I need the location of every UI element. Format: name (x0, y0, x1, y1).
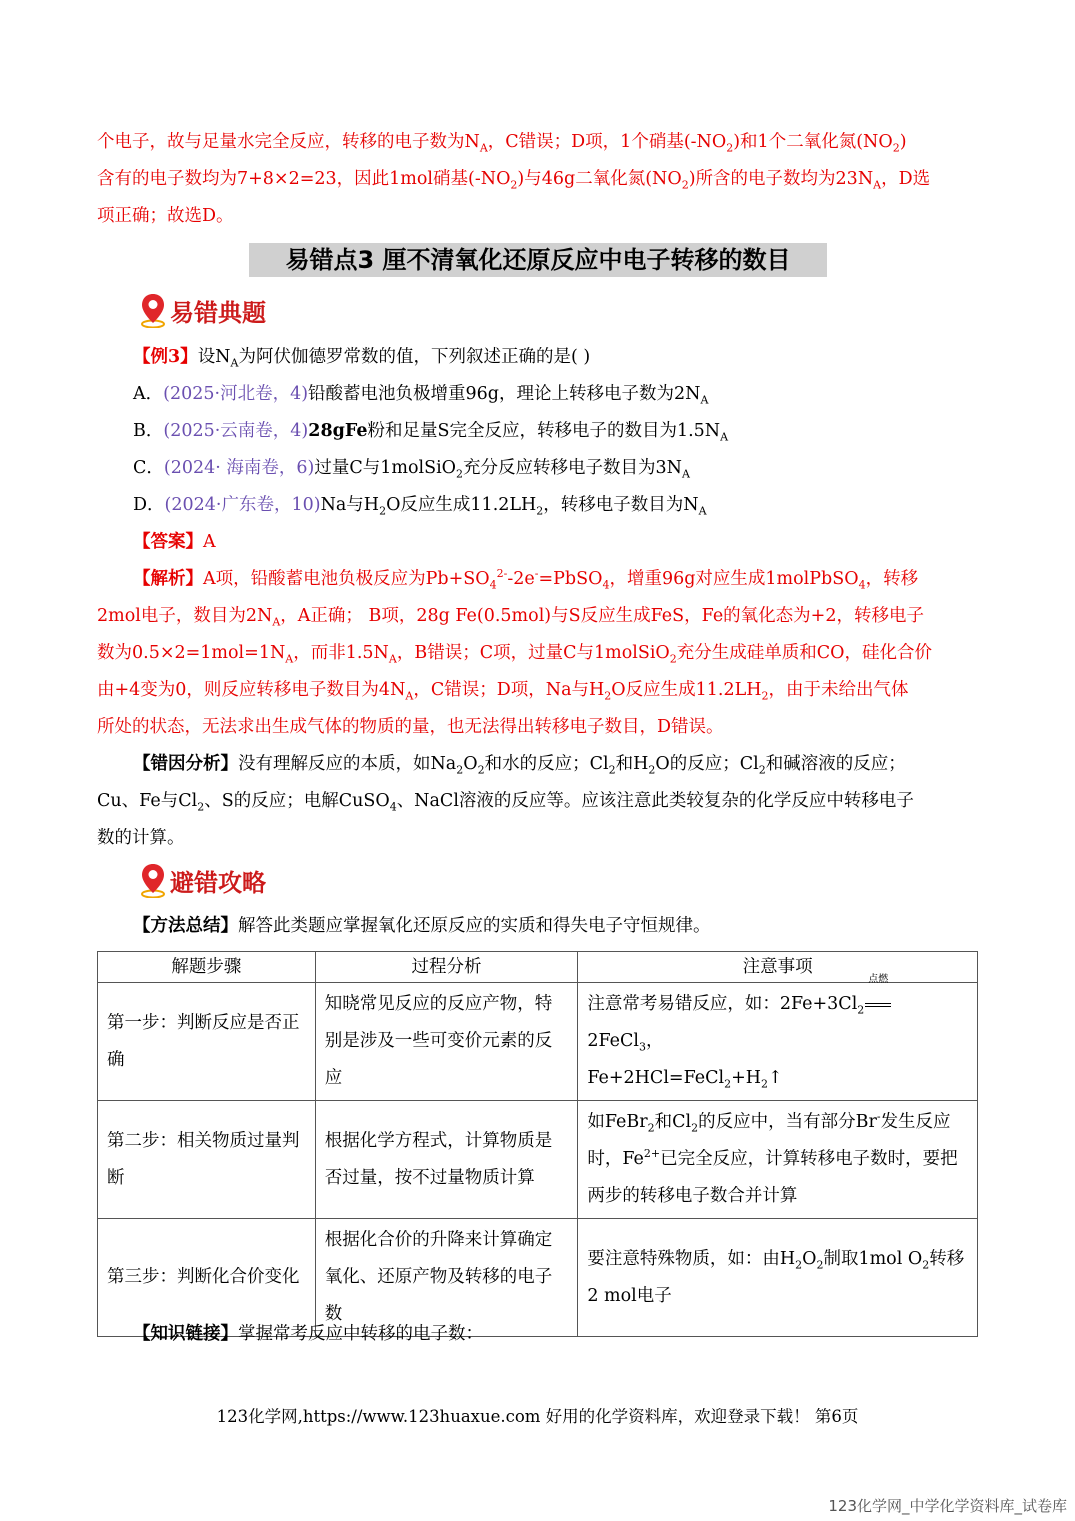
table-cell-process: 根据化合价的升降来计算确定氧化、还原产物及转移的电子数 (315, 1219, 578, 1337)
section-title-typical (140, 290, 266, 330)
table-header-row (98, 952, 978, 983)
option-a: A．(2025·河北卷，4)铅酸蓄电池负极增重96g，理论上转移电子数为$2N_A$ (133, 384, 709, 407)
option-c: C．(2024· 海南卷，6)过量C与1molSiO$_2$充分反应转移电子数目为$3N_A$ (133, 458, 690, 481)
table-header: 过程分析 (315, 952, 578, 983)
watermark: 123化学网_中学化学资料库_试卷库 (828, 1497, 1067, 1515)
table-header: 解题步骤 (98, 952, 316, 983)
option-d: D．(2024·广东卷，10)Na与$H_2O$反应生成$11.2LH_2$，转移电子数目为$N_A$ (133, 495, 707, 518)
analysis-line-2: 2mol电子，数目为$2N_A$，A正确； B项，28g Fe(0.5mol)与S反应生成FeS，Fe的氧化态为+2，转移电子 (97, 606, 924, 629)
analysis-line-3: 数为$0.5\times 2=1mol=1N_A$，而非$1.5N_A$，B错误；C项，过量C与1molSiO$_2$充分生成硅单质和CO，硅化合价 (97, 643, 933, 666)
section-heading: 易错点3 厘不清氧化还原反应中电子转移的数目 (249, 243, 827, 277)
table-cell-process: 根据化学方程式，计算物质是否过量，按不过量物质计算 (315, 1101, 578, 1219)
table-cell-note: 要注意特殊物质，如：由$H_2O_2$制取1mol $O_2$转移2 mol电子 (578, 1219, 978, 1337)
table-cell-note: 如FeBr$_2$和$Cl_2$的反应中，当有部分Br-发生反应时，$Fe^{2+}$已完全反应，计算转移电子数时，要把两步的转移电子数合并计算 (578, 1101, 978, 1219)
table-cell-process: 知晓常见反应的反应产物，特别是涉及一些可变价元素的反应 (315, 983, 578, 1101)
analysis-line-5: 所处的状态，无法求出生成气体的物质的量，也无法得出转移电子数目，D错误。 (97, 717, 724, 737)
table-cell-step: 第三步：判断化合价变化 (98, 1219, 316, 1337)
continuation-line-3: 项正确；故选D。 (97, 206, 234, 226)
page-footer: 123化学网,https://www.123huaxue.com 好用的化学资料库，欢迎登录下载！ 第6页 (216, 1407, 859, 1426)
cause-line-2: Cu、Fe与$Cl_2$、S的反应；电解CuSO$_4$、NaCl溶液的反应等。应该注意此类较复杂的化学反应中转移电子 (97, 791, 914, 814)
location-pin-icon (140, 862, 166, 898)
section-title-text: 易错典题 (170, 298, 266, 327)
table-cell-note: 注意常考易错反应，如：$2Fe+3Cl_2$ 点燃 2FeCl$_3$， $Fe+2HCl=FeCl_2+H_2↑$ (578, 983, 978, 1101)
table-header: 注意事项 (578, 952, 978, 983)
location-pin-icon (140, 292, 166, 328)
knowledge-link: 【知识链接】掌握常考反应中转移的电子数： (133, 1324, 483, 1344)
section-title-strategy (140, 860, 266, 900)
analysis-line-1: 【解析】A项，铅酸蓄电池负极反应为$Pb+SO_4^{2-}-2e^-=PbSO_4$，增重96g对应生成1molPbSO$_4$，转移 (133, 567, 919, 592)
section-title-text: 避错攻略 (170, 868, 266, 897)
cause-line-3: 数的计算。 (97, 828, 185, 848)
table-cell-step: 第二步：相关物质过量判断 (98, 1101, 316, 1219)
table-row (98, 983, 978, 1101)
cause-line-1: 【错因分析】没有理解反应的本质，如$Na_2O_2$和水的反应；$Cl_2$和$H_2O$的反应；$Cl_2$和碱溶液的反应； (133, 754, 906, 777)
continuation-line-1: 个电子，故与足量水完全反应，转移的电子数为$N_A$，C错误；D项，1个硝基$(-NO_2)$和1个二氧化氮$(NO_2)$ (97, 132, 907, 155)
method-table (97, 951, 978, 1337)
table-row (98, 1101, 978, 1219)
answer: 【答案】A (133, 532, 216, 552)
method-summary: 【方法总结】解答此类题应掌握氧化还原反应的实质和得失电子守恒规律。 (133, 916, 711, 936)
continuation-line-2: 含有的电子数均为7+8×2=23，因此1mol硝基$(-NO_2)$与46g二氧化氮$(NO_2)$所含的电子数均为$23N_A$，D选 (97, 169, 931, 192)
option-b: B．(2025·云南卷，4)28gFe粉和足量S完全反应，转移电子的数目为$1.5N_A$ (133, 421, 729, 444)
example-question: 【例3】设$N_A$为阿伏伽德罗常数的值，下列叙述正确的是( ) (133, 347, 591, 370)
reaction-condition: 点燃 (864, 986, 892, 1023)
table-cell-step: 第一步：判断反应是否正确 (98, 983, 316, 1101)
analysis-line-4: 由+4变为0，则反应转移电子数目为$4N_A$，C错误；D项，Na与$H_2O$反应生成$11.2LH_2$，由于未给出气体 (97, 680, 909, 703)
